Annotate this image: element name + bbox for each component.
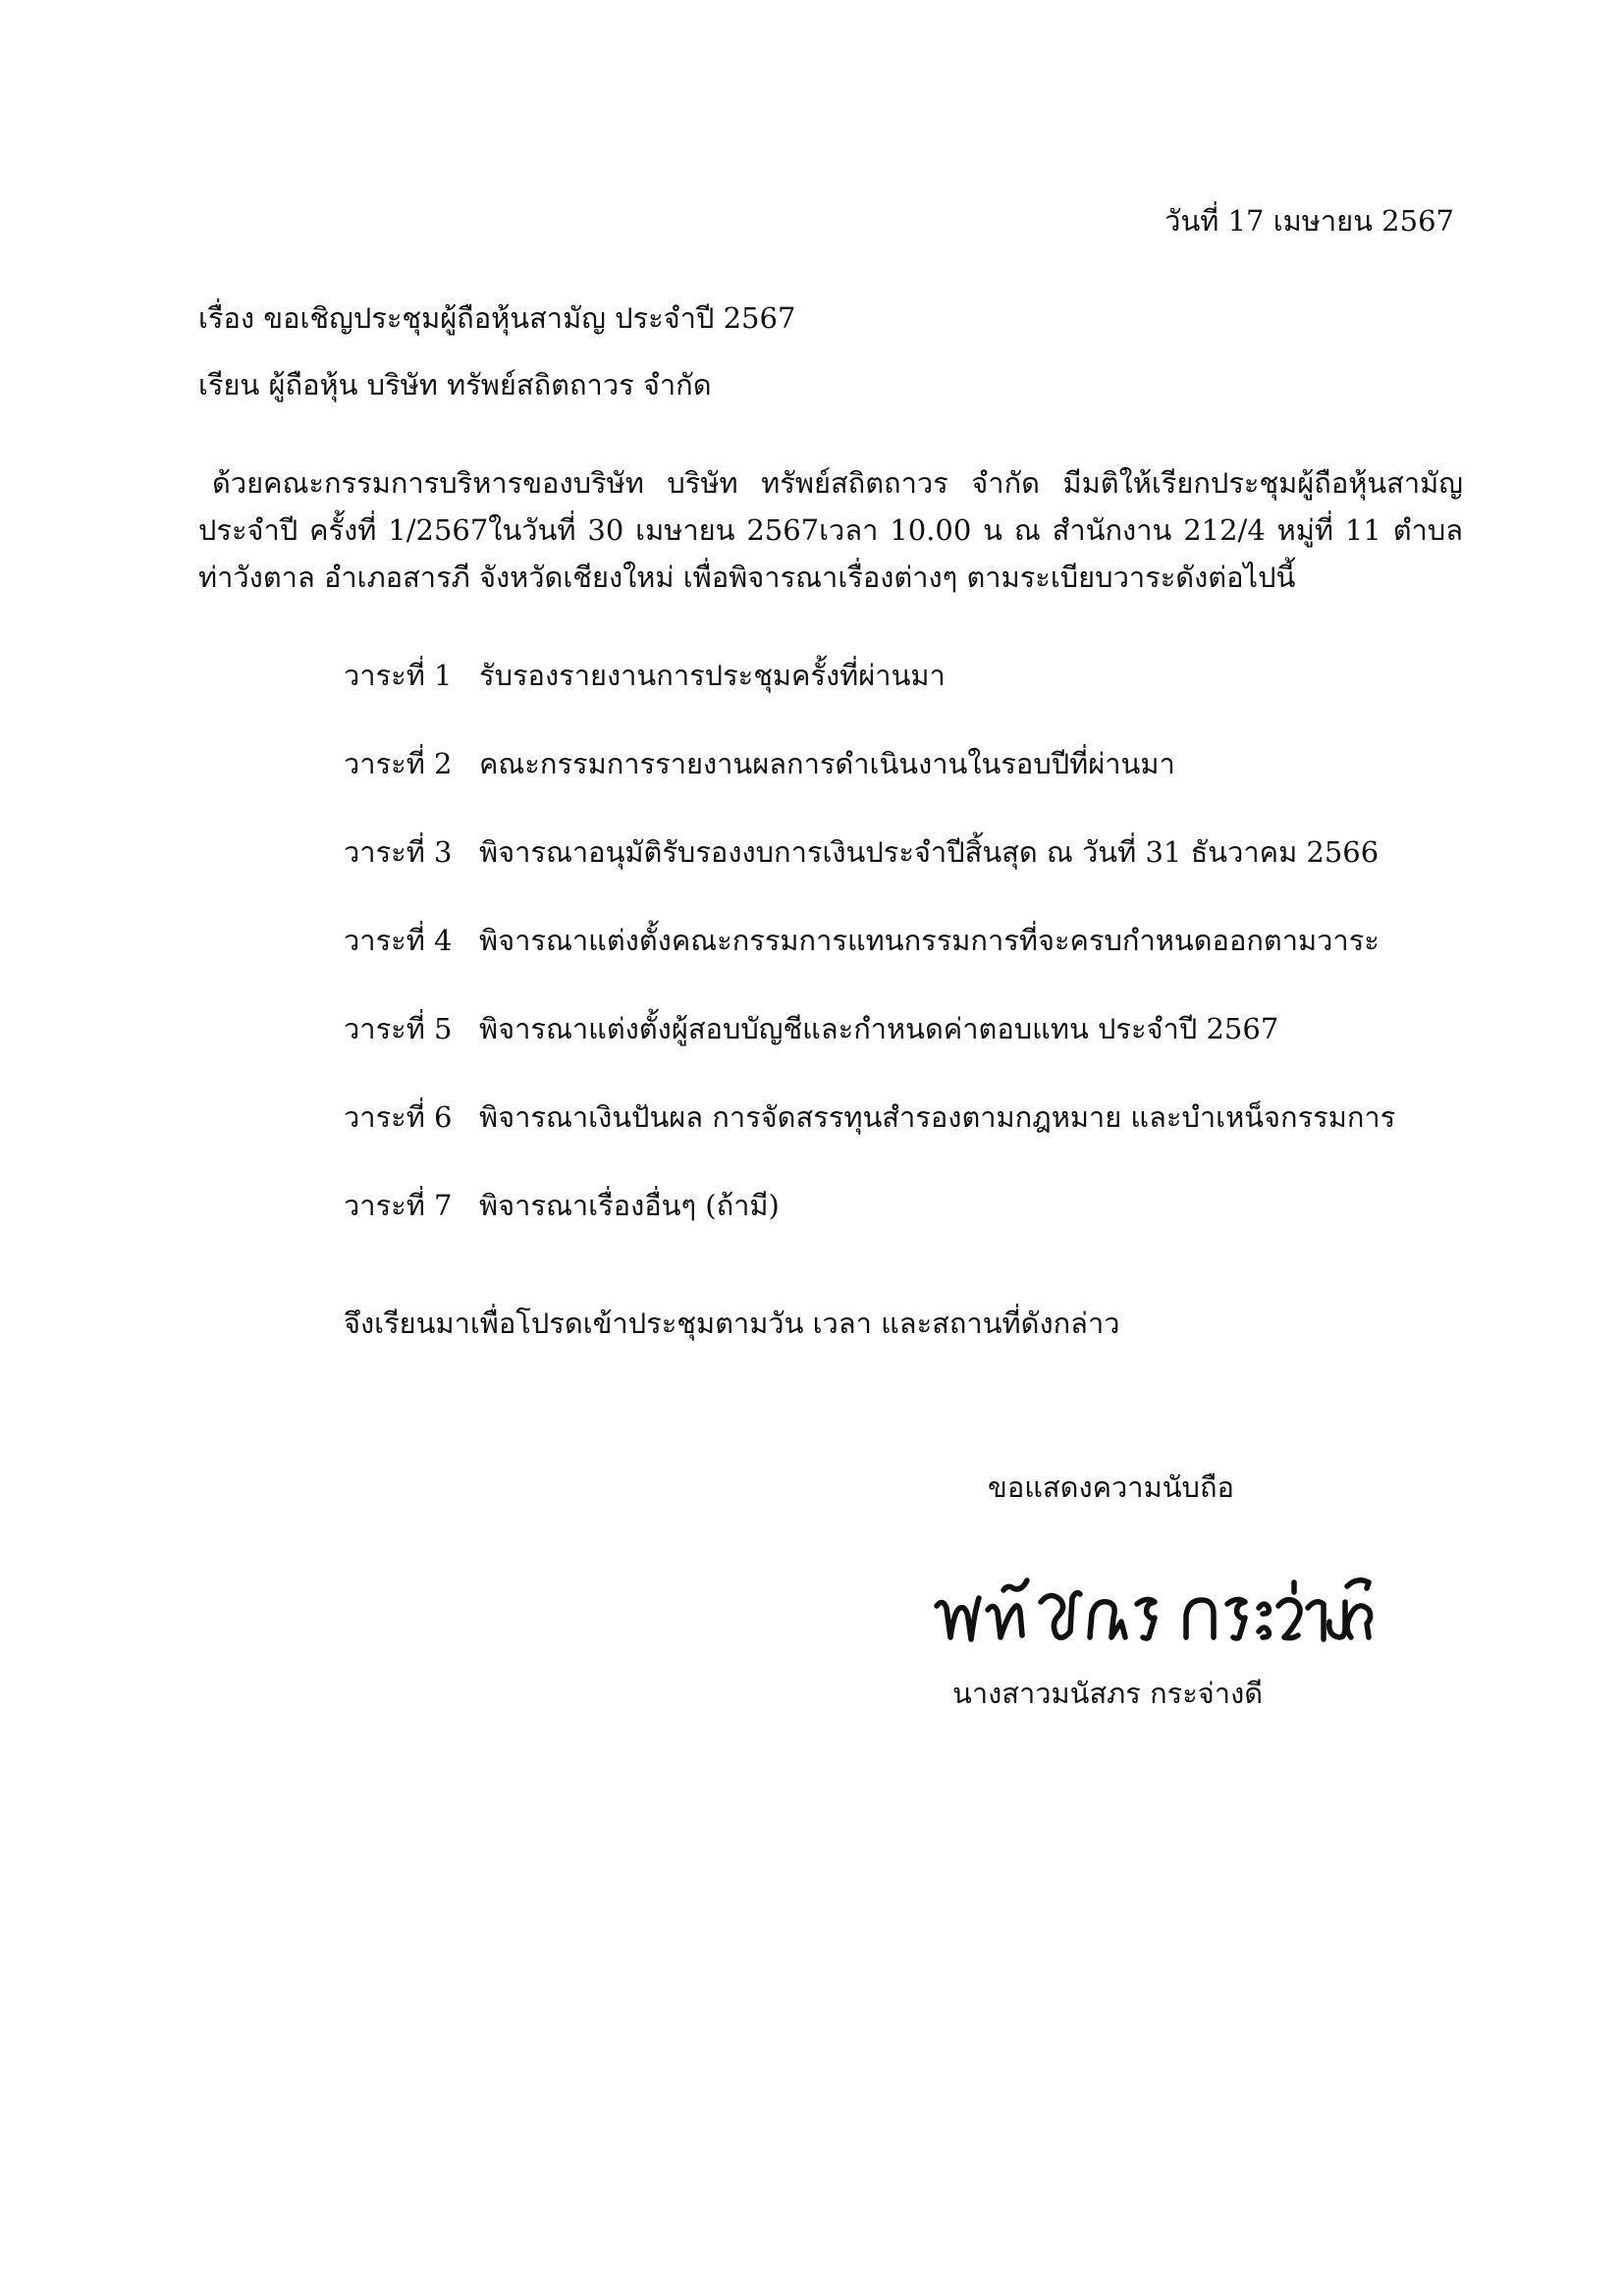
signer-name: นางสาวมนัสภร กระจ่างดี xyxy=(952,1677,1264,1710)
agenda-item-4 xyxy=(344,921,1522,1009)
complimentary-close: ขอแสดงความนับถือ xyxy=(988,1470,1234,1504)
agenda-item-7 xyxy=(344,1186,1522,1274)
letter-subject: เรื่อง ขอเชิญประชุมผู้ถือหุ้นสามัญ ประจำปี 2567 xyxy=(198,301,796,335)
agenda-item-2 xyxy=(344,744,1522,832)
agenda-item-1 xyxy=(344,656,1522,744)
agenda-number: วาระที่ 1 xyxy=(344,659,453,692)
letter-date: วันที่ 17 เมษายน 2567 xyxy=(1164,204,1454,238)
agenda-item-6 xyxy=(344,1097,1522,1186)
letter-body: ด้วยคณะกรรมการบริหารของบริษัท บริษัท ทรัพย์สถิตถาวร จำกัด มีมติให้เรียกประชุมผู้ถือหุ้นสามัญ ประจำปี ครั้งที่ 1/2567ในวันที่ 30 เมษายน 2567เวลา 10.00 น ณ สำนักงาน 212/4 หมู่ที่ 11 ตำบลท่าวังตาล อำเภอสารภี จังหวัดเชียงใหม่ เพื่อพิจารณาเรื่องต่างๆ ตามระเบียบวาระดังต่อไปนี้ xyxy=(198,466,1463,594)
agenda-item-5 xyxy=(344,1009,1522,1097)
agenda-text: พิจารณาเงินปันผล การจัดสรรทุนสำรองตามกฎหมาย และบำเหน็จกรรมการ xyxy=(479,1100,1396,1134)
agenda-number: วาระที่ 2 xyxy=(344,747,453,780)
agenda-number: วาระที่ 3 xyxy=(344,835,453,869)
agenda-list xyxy=(344,656,1522,1274)
agenda-number: วาระที่ 6 xyxy=(344,1100,453,1134)
agenda-item-3 xyxy=(344,832,1522,921)
agenda-text: รับรองรายงานการประชุมครั้งที่ผ่านมา xyxy=(479,659,946,692)
agenda-text: พิจารณาแต่งตั้งคณะกรรมการแทนกรรมการที่จะครบกำหนดออกตามวาระ xyxy=(479,924,1380,957)
agenda-text: พิจารณาอนุมัติรับรองงบการเงินประจำปีสิ้นสุด ณ วันที่ 31 ธันวาคม 2566 xyxy=(479,835,1380,869)
handwritten-signature xyxy=(923,1563,1375,1651)
agenda-text: คณะกรรมการรายงานผลการดำเนินงานในรอบปีที่ผ่านมา xyxy=(479,747,1175,780)
agenda-text: พิจารณาแต่งตั้งผู้สอบบัญชีและกำหนดค่าตอบแทน ประจำปี 2567 xyxy=(479,1012,1279,1045)
agenda-text: พิจารณาเรื่องอื่นๆ (ถ้ามี) xyxy=(479,1189,780,1222)
agenda-number: วาระที่ 4 xyxy=(344,924,453,957)
agenda-number: วาระที่ 7 xyxy=(344,1189,453,1222)
letter-recipient: เรียน ผู้ถือหุ้น บริษัท ทรัพย์สถิตถาวร จำกัด xyxy=(198,368,712,401)
closing-sentence: จึงเรียนมาเพื่อโปรดเข้าประชุมตามวัน เวลา และสถานที่ดังกล่าว xyxy=(344,1307,1120,1340)
agenda-number: วาระที่ 5 xyxy=(344,1012,453,1045)
